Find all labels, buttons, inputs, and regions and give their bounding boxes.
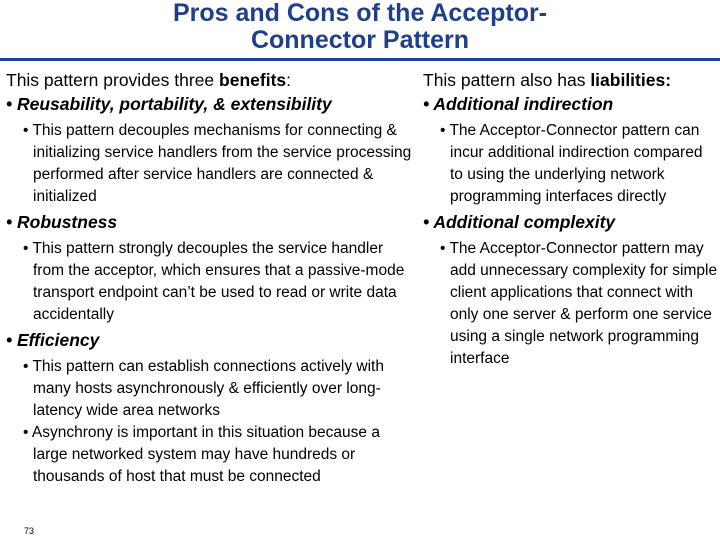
benefit-efficiency-detail-1: • This pattern can establish connections actively with many hosts asynchronously & efficiently over long-latency wide area networks <box>23 358 384 419</box>
benefit-reusability-detail: • This pattern decouples mechanisms for connecting & initializing service handlers from the service processing performed after service handlers are connected & initialized <box>23 122 412 205</box>
slide-title <box>0 0 720 54</box>
benefits-column <box>6 68 414 488</box>
liabilities-column <box>423 68 718 370</box>
liability-complexity: • Additional complexity <box>423 212 616 232</box>
title-underline <box>0 58 720 61</box>
benefits-keyword: benefits <box>219 70 287 90</box>
slide-title-line-1: Pros and Cons of the Acceptor- <box>172 0 548 27</box>
liability-complexity-detail: • The Acceptor-Connector pattern may add unnecessary complexity for simple client applications that connect with only one server & perform one service using a single network programming interface <box>440 240 718 367</box>
liability-indirection: • Additional indirection <box>423 94 614 114</box>
benefit-efficiency: • Efficiency <box>6 330 100 350</box>
page-number: 73 <box>24 526 35 536</box>
benefit-efficiency-detail-2: • Asynchrony is important in this situation because a large networked system may have hundreds or thousands of host that must be connected <box>23 424 380 485</box>
benefit-robustness-detail: • This pattern strongly decouples the service handler from the acceptor, which ensures that a passive-mode transport endpoint can’t be used to read or write data accidentally <box>23 240 405 323</box>
benefits-intro <box>6 68 414 92</box>
slide-title-line-2: Connector Pattern <box>250 26 470 54</box>
liability-indirection-detail: • The Acceptor-Connector pattern can incur additional indirection compared to using the underlying network programming interfaces directly <box>440 122 703 205</box>
liabilities-intro-text: This pattern also has <box>423 70 591 90</box>
benefit-robustness: • Robustness <box>6 212 118 232</box>
liabilities-keyword: liabilities: <box>590 70 672 90</box>
benefits-intro-text: This pattern provides three <box>6 70 220 90</box>
liabilities-intro <box>423 68 718 92</box>
benefits-intro-colon: : <box>286 70 292 90</box>
benefit-reusability: • Reusability, portability, & extensibility <box>6 94 332 114</box>
